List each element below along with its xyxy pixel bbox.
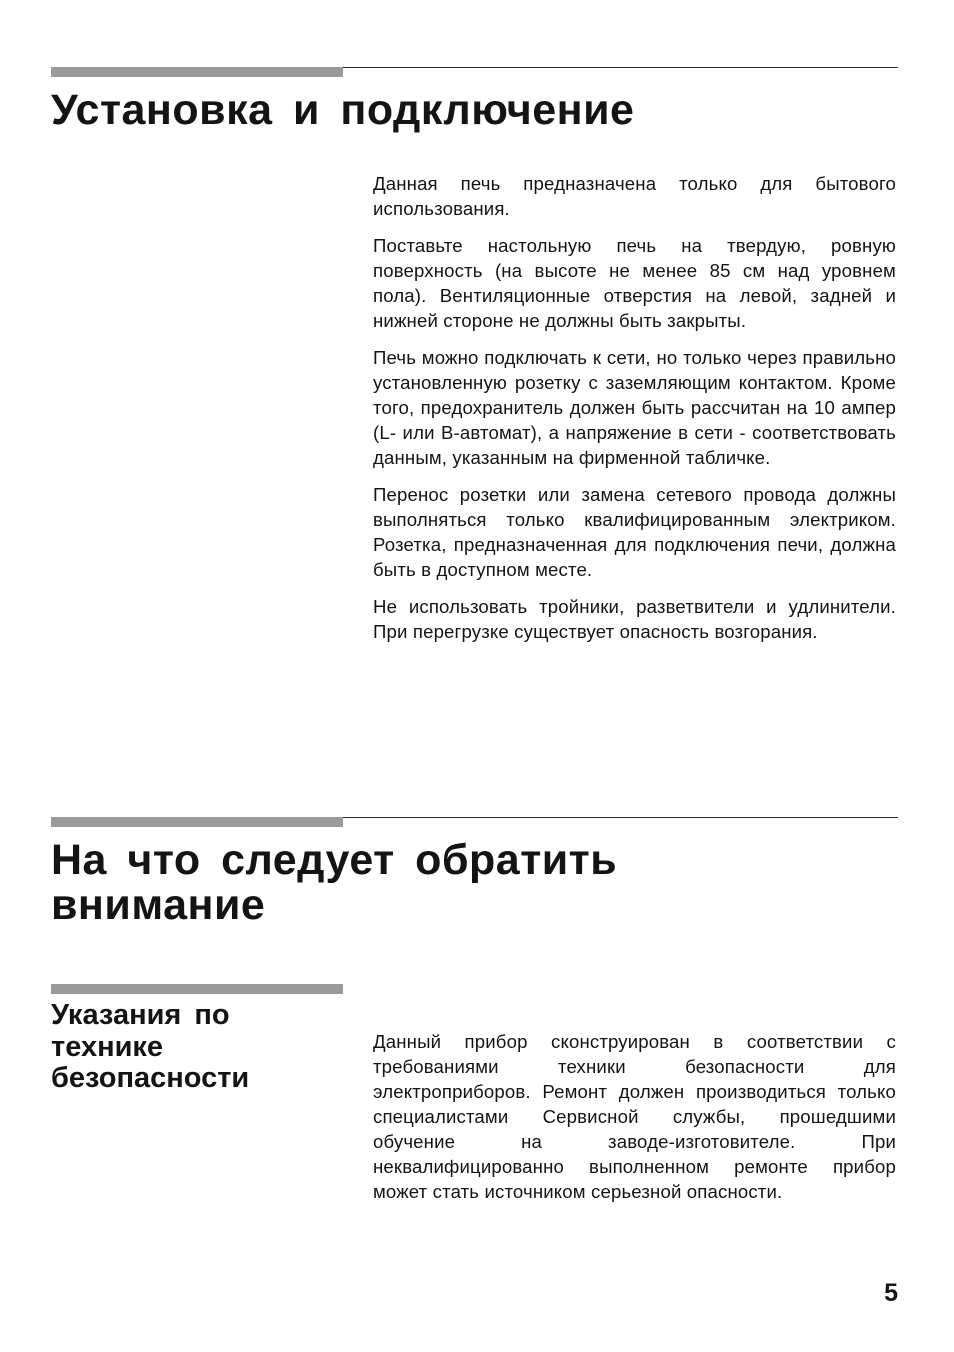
section-title-installation: Установка и подключение	[51, 86, 635, 134]
section-divider-bar	[51, 817, 343, 827]
subsection-title-safety: Указания по технике безопасности	[51, 999, 250, 1094]
paragraph: Данный прибор сконструирован в соответствии с требованиями техники безопасности для электроприборов. Ремонт должен производиться только специалистами Сервисной службы, прошедшими обучение на заводе-изготовителе. При неквалифицированно выполненном ремонте прибор может стать источником серьезной опасности.	[373, 1031, 896, 1202]
paragraph: Печь можно подключать к сети, но только через правильно установленную розетку с заземляющим контактом. Кроме того, предохранитель должен быть рассчитан на 10 ампер (L- или B-автомат), а напряжение в сети - соответствовать данным, указанным на фирменной табличке.	[373, 347, 896, 468]
page-number: 5	[884, 1279, 898, 1307]
paragraph: Не использовать тройники, разветвители и удлинители. При перегрузке существует опасность возгорания.	[373, 596, 896, 642]
paragraph: Данная печь предназначена только для бытового использования.	[373, 173, 896, 219]
paragraph: Поставьте настольную печь на твердую, ровную поверхность (на высоте не менее 85 см над уровнем пола). Вентиляционные отверстия на левой, задней и нижней стороне не должны быть закрыты.	[373, 235, 896, 331]
installation-text	[373, 171, 896, 656]
safety-text	[373, 1029, 896, 1216]
section-divider-bar	[51, 67, 343, 77]
section-title-attention: На что следует обратить внимание	[51, 836, 618, 929]
subsection-divider-bar	[51, 984, 343, 994]
paragraph: Перенос розетки или замена сетевого провода должны выполняться только квалифицированным электриком. Розетка, предназначенная для подключения печи, должна быть в доступном месте.	[373, 484, 896, 580]
